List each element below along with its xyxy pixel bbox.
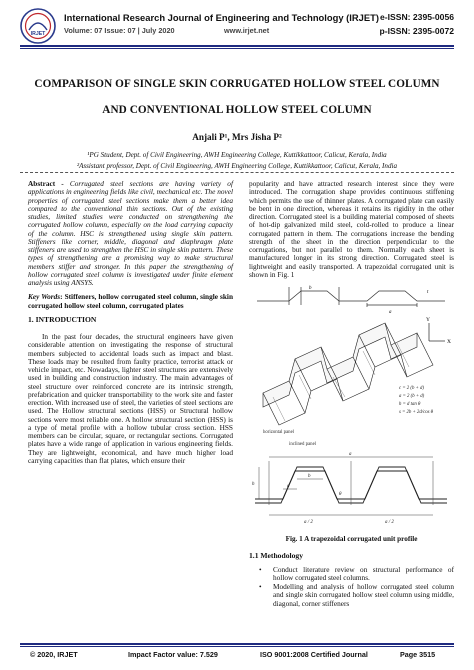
keywords-label: Key Words — [28, 292, 61, 302]
axes — [429, 323, 445, 341]
footer-impact-factor: Impact Factor value: 7.529 — [128, 650, 218, 659]
label-b-top: b — [309, 286, 312, 291]
list-item: • Conduct literature review on structural performance of hollow corrugated steel columns. — [259, 566, 454, 583]
p-issn: p-ISSN: 2395-0072 — [379, 26, 454, 36]
label-a-top: a — [389, 310, 392, 315]
label-y-axis: Y — [426, 317, 430, 323]
figure-trapezoidal-unit — [249, 285, 454, 527]
keywords — [28, 293, 233, 310]
sheet-hatching — [273, 343, 409, 421]
abstract-label: Abstract - — [28, 179, 64, 188]
paper-title-line-1: COMPARISON OF SINGLE SKIN CORRUGATED HOLLOW STEEL COLUMN — [34, 78, 440, 90]
abstract-text: Corrugated steel sections are having variety of applications in engineering fields like civil, mechanical etc. The novel properties of corrugated steel sections make them a better idea compared to the conventional thin sections. Out of the existing studies, limited studies were conducted on strengthening the corrugated hollow column, especially on the load carrying capacity of the column. HSC is strengthened using single skin pattern. Stiffeners like corner, middle, diagonal and diaphragm plate stiffeners are used to strengthen the HSC in single skin pattern. These types of strengthening are a promising way to make structural members stiffer and stronger. In this paper the strengthening of hollow corrugated steel column is investigated under finite element analysis using ANSYS. — [28, 179, 233, 287]
footer-copyright: © 2020, IRJET — [30, 650, 78, 659]
label-d: d — [287, 484, 290, 489]
label-b-bottom: b — [308, 474, 311, 479]
keywords-text: : Stiffeners, hollow corrugated steel column, single skin corrugated hollow steel column, corrugated plates — [28, 292, 233, 310]
equations — [399, 386, 434, 415]
volume-issue: Volume: 07 Issue: 07 | July 2020 — [64, 26, 175, 35]
abstract — [28, 180, 233, 287]
journal-website-link[interactable]: www.irjet.net — [224, 26, 270, 35]
journal-name: International Research Journal of Engineering and Technology (IRJET) — [64, 12, 379, 23]
e-issn: e-ISSN: 2395-0056 — [379, 12, 454, 22]
affiliation-1: ¹PG Student, Dept. of Civil Engineering, AWH Engineering College, Kuttikkattoor, Calicut, Kerala, India — [87, 151, 387, 159]
label-x-axis: X — [447, 339, 451, 345]
journal-header — [20, 8, 454, 48]
affiliation-2: ²Assistant professor, Dept. of Civil Engineering, AWH Engineering College, Kuttikkattoor, Calicut, Kerala, India — [76, 162, 398, 170]
section-heading-introduction: 1. INTRODUCTION — [28, 314, 97, 324]
profile-dimensions — [259, 457, 433, 515]
label-horizontal-panel: horizontal panel — [263, 430, 295, 435]
figure-drawing — [249, 285, 454, 527]
footer-iso: ISO 9001:2008 Certified Journal — [260, 650, 368, 659]
methodology-list — [249, 566, 454, 608]
label-h: h — [252, 482, 255, 487]
label-t: t — [427, 290, 429, 295]
section-heading-methodology: 1.1 Methodology — [249, 551, 303, 561]
footer-page-number: Page 3515 — [400, 650, 436, 659]
equation-2: a = 2 (b + d) — [399, 394, 425, 399]
label-a-half-right: a / 2 — [385, 520, 394, 525]
label-theta: θ — [339, 492, 342, 497]
equation-4: s = 2b + 2d/cos θ — [399, 410, 434, 415]
left-column — [28, 180, 233, 465]
corrugation-paragraph: popularity and have attracted research interest since they were introduced. The corrugation shape provides continuous stiffening which permits the use of thinner plates. A corrugated plate can easily be bent in one direction, whereas it retains its rigidity in the other direction. Corrugated steel is a building material composed of sheets of hot-dip galvanized mild steel, cold-rolled to produce a linear corrugated pattern in them. The corrugations increase the bending strength of the sheet in the direction perpendicular to the corrugations, but not parallel to them. Normally each sheet is manufactured longer in its strong direction. Corrugated steel is lightweight and easily transported. A trapezoidal corrugated unit is shown in Fig. 1 — [249, 179, 454, 279]
logo-text: IRJET — [30, 31, 46, 37]
footer-divider — [20, 643, 454, 647]
paper-title-line-2: AND CONVENTIONAL HOLLOW STEEL COLUMN — [102, 104, 372, 116]
list-item: • Modelling and analysis of hollow corrugated steel column and single skin corrugated hollow steel column using middle, diagonal, corner stiffeners — [259, 583, 454, 608]
figure-caption: Fig. 1 A trapezoidal corrugated unit profile — [285, 535, 418, 543]
equation-1: c = 2 (b + d) — [399, 386, 424, 391]
label-inclined-panel: inclined panel — [289, 442, 317, 447]
header-divider — [20, 45, 454, 49]
profile-labels — [252, 452, 394, 525]
title-divider — [20, 172, 454, 173]
introduction-paragraph: In the past four decades, the structural engineers have given considerable attention on investigating the response of structural members subjected to accidental loads such as impact and blast. These loads may be resulted from faulty practice, terrorist attack or vehicle impact, etc. Nowadays, lighter steel structures are extensively used in building and construction industry. The main advantages of steel structure over reinforced concrete are its intrinsic strength, prefabrication and quicker transportability to the work site and faster erection. With increased use of steel, the varieties of steel sections are used. The Hollow structural sections (HSS) or Structural hollow sections were most reliable one. A hollow structural section (HSS) is a type of metal profile with a hollow tubular cross section. HSS members can be circular, square, or rectangular sections. Corrugated plates have a wide range of application in various engineering fields. They are lightweight, economical, and have much higher load carrying capacities than flat plates, which ensure their — [28, 332, 233, 465]
authors: Anjali P¹, Mrs Jisha P² — [192, 132, 282, 142]
label-a-bottom: a — [349, 452, 352, 457]
label-a-half-left: a / 2 — [304, 520, 313, 525]
right-column — [249, 180, 454, 609]
irjet-logo — [20, 8, 56, 44]
profile-sketch-top — [257, 287, 445, 307]
equation-3: h = d tan θ — [399, 402, 421, 407]
